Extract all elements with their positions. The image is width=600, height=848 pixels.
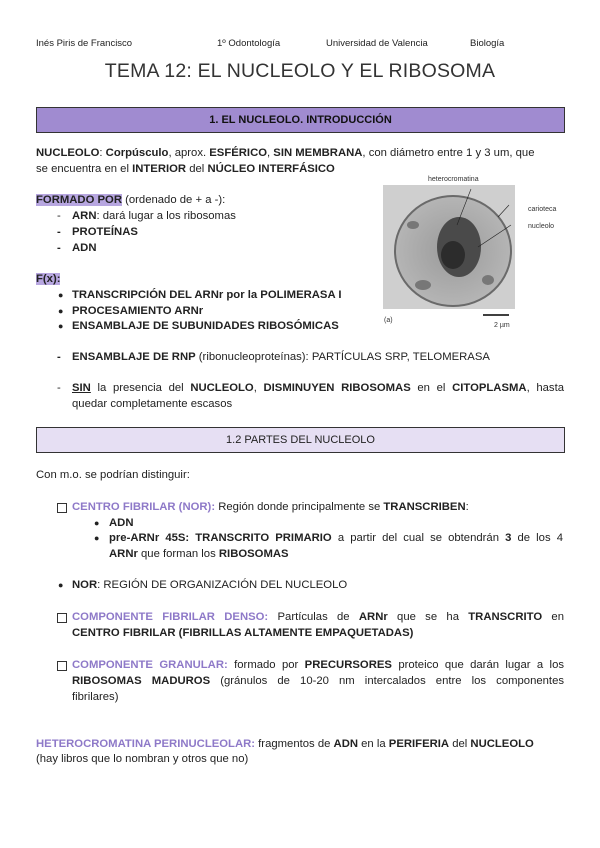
bullet-icon: ● <box>94 518 100 528</box>
nucleolo-definition-line2: se encuentra en el INTERIOR del NÚCLEO INTERFÁSICO <box>36 163 335 175</box>
granular-line3: fibrilares) <box>72 691 119 703</box>
bullet-icon: ● <box>58 306 64 316</box>
label-carioteca: carioteca <box>528 206 557 213</box>
fx-heading: F(x): <box>36 273 61 285</box>
bullet-icon: ● <box>58 321 64 331</box>
list-item: pre-ARNr 45S: TRANSCRITO PRIMARIO a partir del cual se obtendrán 3 de los 4 <box>109 532 563 544</box>
header-university: Universidad de Valencia <box>326 38 428 49</box>
fibrilar-denso-line2: CENTRO FIBRILAR (FIBRILLAS ALTAMENTE EMPAQUETADAS) <box>72 627 414 639</box>
sin-nucleolo-line2: quedar completamente escasos <box>72 398 233 410</box>
bullet-icon: ● <box>58 580 64 590</box>
list-dash: - <box>57 226 61 238</box>
list-item: PROTEÍNAS <box>72 226 138 238</box>
header-author: Inés Piris de Francisco <box>36 38 133 49</box>
list-item: ARN: dará lugar a los ribosomas <box>72 210 236 222</box>
checkbox-icon <box>57 613 67 623</box>
section-heading-introduccion: 1. EL NUCLEOLO. INTRODUCCIÓN <box>36 107 565 133</box>
micrograph-image <box>383 185 515 323</box>
fibrilar-denso-item: COMPONENTE FIBRILAR DENSO: Partículas de ARNr que se ha TRANSCRITO en <box>72 611 564 623</box>
granular-item: COMPONENTE GRANULAR: formado por PRECURSORES proteico que darán lugar a los <box>72 659 564 671</box>
label-corner: (a) <box>384 317 393 324</box>
formado-por-heading: FORMADO POR (ordenado de + a -): <box>36 194 226 206</box>
list-item: ADN <box>72 242 97 254</box>
list-item: ADN <box>109 517 134 529</box>
nor-item: NOR: REGIÓN DE ORGANIZACIÓN DEL NUCLEOLO <box>72 579 348 591</box>
label-heterocromatina: heterocromatina <box>428 176 479 183</box>
bullet-icon: ● <box>94 533 100 543</box>
list-dash: - <box>57 382 61 394</box>
partes-intro: Con m.o. se podrían distinguir: <box>36 469 190 481</box>
checkbox-icon <box>57 503 67 513</box>
rnp-item: ENSAMBLAJE DE RNP (ribonucleoproteínas): PARTÍCULAS SRP, TELOMERASA <box>72 351 490 363</box>
list-item: TRANSCRIPCIÓN DEL ARNr por la POLIMERASA I <box>72 289 342 301</box>
checkbox-icon <box>57 661 67 671</box>
list-dash: - <box>57 351 61 363</box>
section-heading-partes: 1.2 PARTES DEL NUCLEOLO <box>36 427 565 453</box>
centro-fibrilar-item: CENTRO FIBRILAR (NOR): Región donde principalmente se TRANSCRIBEN: <box>72 501 469 513</box>
label-scale: 2 µm <box>494 322 510 329</box>
list-item-line2: ARNr que forman los RIBOSOMAS <box>109 548 289 560</box>
heterocromatina-line2: (hay libros que lo nombran y otros que no) <box>36 753 249 765</box>
page-title: TEMA 12: EL NUCLEOLO Y EL RIBOSOMA <box>104 60 496 82</box>
header-subject: Biología <box>470 38 505 49</box>
nucleolo-definition: NUCLEOLO: Corpúsculo, aprox. ESFÉRICO, SIN MEMBRANA, con diámetro entre 1 y 3 um, que <box>36 147 535 159</box>
heterocromatina-item: HETEROCROMATINA PERINUCLEOLAR: fragmentos de ADN en la PERIFERIA del NUCLEOLO <box>36 738 534 750</box>
label-nucleolo: nucleolo <box>528 223 555 230</box>
granular-line2: RIBOSOMAS MADUROS (gránulos de 10-20 nm intercalados entre los componentes <box>72 675 564 687</box>
header-course: 1º Odontología <box>217 38 281 49</box>
list-item: PROCESAMIENTO ARNr <box>72 305 204 317</box>
list-dash: - <box>57 242 61 254</box>
list-dash: - <box>57 210 61 222</box>
list-item: ENSAMBLAJE DE SUBUNIDADES RIBOSÓMICAS <box>72 320 339 332</box>
bullet-icon: ● <box>58 290 64 300</box>
sin-nucleolo-item: SIN la presencia del NUCLEOLO, DISMINUYEN RIBOSOMAS en el CITOPLASMA, hasta <box>72 382 564 394</box>
